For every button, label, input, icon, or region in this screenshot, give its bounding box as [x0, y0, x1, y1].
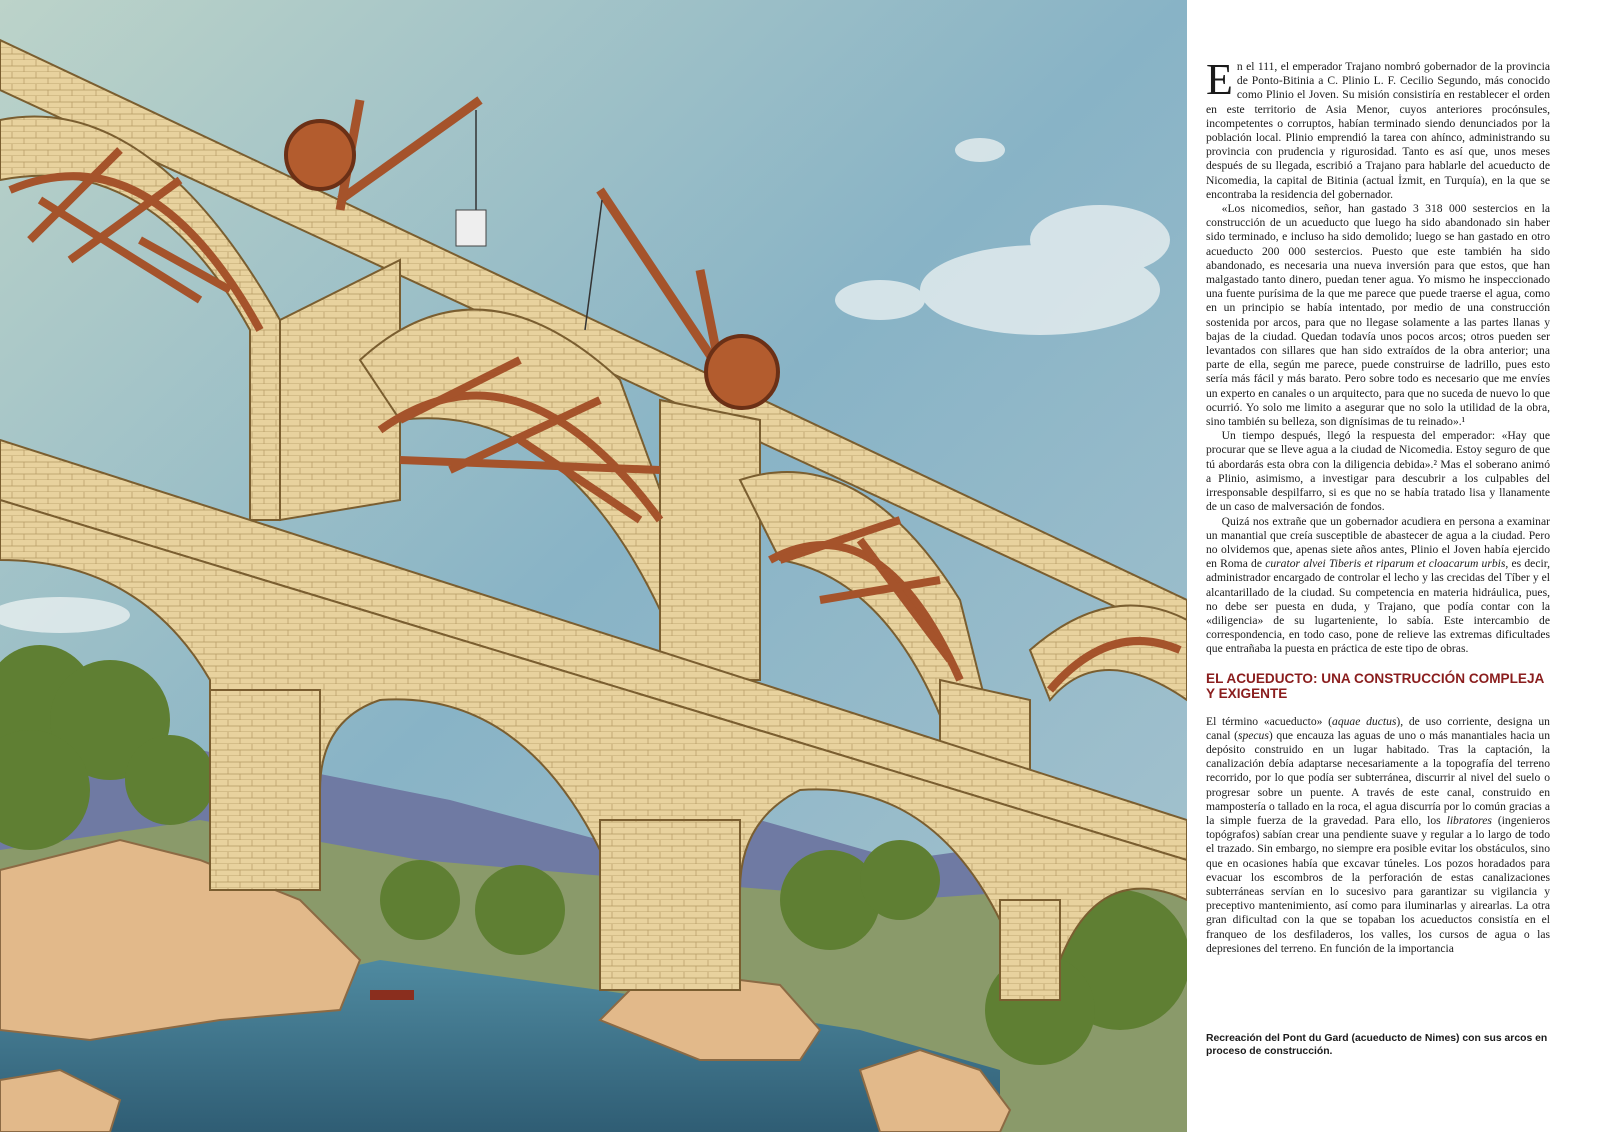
paragraph-4-latin-term: curator alvei Tiberis et riparum et cloacarum urbis — [1265, 557, 1506, 571]
paragraph-5-term-aquae-ductus: aquae ductus — [1332, 714, 1397, 728]
image-caption: Recreación del Pont du Gard (acueducto de Nimes) con sus arcos en proceso de construcción. — [1206, 1033, 1548, 1058]
boat — [370, 990, 414, 1000]
paragraph-1-text: n el 111, el emperador Trajano nombró gobernador de la provincia de Ponto-Bitinia a C. Plinio L. F. Cecilio Segundo, más conocido como Plinio el Joven. Su misión consistiría en restablecer el orden en este territorio de Asia Menor, cuyos anteriores procónsules, incompetentes o corruptos, habían terminado siendo denunciados por la población local. Plinio emprendió la tarea con ahínco, administrando su provincia con prudencia y rigurosidad. Tanto es así que, unos meses después de su llegada, escribió a Trajano para hablarle del acueducto de Nicomedia, la capital de Bitinia (actual İzmit, en Turquía), en la que se encontraba la residencia del gobernador. — [1206, 60, 1550, 201]
paragraph-5-term-specus: specus — [1237, 728, 1269, 742]
paragraph-5-part-c: ) que encauza las aguas de uno o más manantiales hacia un depósito construido en un lugar habitado. Tras la captación, la canalización debía adaptarse necesariamente a la topografía del terreno recorrido, por lo que podía ser subterránea, discurrir al nivel del suelo o progresar sobre un puente. A través de este canal, construido en mampostería o tallado en la roca, el agua discurría por lo común gracias a la simple fuerza de la gravedad. Para ello, los — [1206, 728, 1551, 827]
article-column — [1206, 55, 1551, 1120]
paragraph-5-part-b: ), de uso corriente, designa un canal ( — [1206, 714, 1550, 742]
paragraph-5-part-d: (ingenieros topógrafos) sabían crear una pendiente suave y regular a lo largo de todo el trazado. Sin embargo, no siempre era posible evitar los obstáculos, sino que en ocasiones había que excavar túneles. Los pozos horadados para evacuar los escombros de la perforación de estas canalizaciones subterráneas servían en lo sucesivo para garantizar su vigilancia y preceptivo mantenimiento, así como para iluminarlas y airearlas. La otra gran dificultad con la que se topaban los acueductos consistía en el franqueo de los desfiladeros, los valles, los cursos de agua o las depresiones del terreno. En función de la importancia — [1206, 813, 1550, 955]
paragraph-5-part-a: El término «acueducto» ( — [1206, 714, 1333, 728]
article-paragraph-2: «Los nicomedios, señor, han gastado 3 318 000 sestercios en la construcción de un acueducto que luego ha sido abandonado sin haber sido terminado, e incluso ha sido demolido; luego se han gastado en otro acueducto 200 000 sestercios. Puesto que este también ha sido abandonado, es necesaria una nueva inversión para que estos, que han malgastado tanto dinero, puedan tener agua. Yo mismo he inspeccionado una fuente purísima de la que me parece que puede traerse el agua, como en un principio se había intentado, por medio de una construcción sostenida por arcos, para que no llegase solamente a las partes llanas y bajas de la ciudad. Quedan todavía unos pocos arcos; otros pueden ser levantados con sillares que han sido extraídos de la obra anterior; una parte de ella, según me parece, puede construirse de ladrillo, pues esto sería más fácil y más barato. Pero sobre todo es necesario que me envíes un experto en canales o un arquitecto, para que no suceda de nuevo lo que ocurrió. Yo solo me limito a asegurar que no solo la utilidad de la obra, sino también su belleza, son dignísimas de tu reinado».¹ — [1206, 202, 1550, 429]
article-paragraph-5 — [1206, 715, 1550, 956]
article-paragraph-3: Un tiempo después, llegó la respuesta del emperador: «Hay que procurar que se lleve agua a la ciudad de Nicomedia. Estoy seguro de que tú abordarás esta obra con la diligencia debida».² Mas el soberano animó a Plinio, asimismo, a investigar para descubrir a los culpables del irresponsable despilfarro, si es que no se había tratado lisa y llanamente de un caso de malversación de fondos. — [1206, 429, 1550, 514]
paragraph-5-term-libratores: libratores — [1446, 813, 1492, 827]
drop-cap: E — [1206, 55, 1233, 104]
paragraph-4-part-a: Quizá nos extrañe que un gobernador acudiera en persona a examinar un manantial que creía susceptible de abastecer de agua a la ciudad. Pero no olvidemos que, apenas siete años antes, Plinio el Joven había ejercido en Roma de — [1206, 514, 1550, 571]
article-paragraph-1 — [1206, 55, 1550, 202]
section-heading: EL ACUEDUCTO: UNA CONSTRUCCIÓN COMPLEJA Y EXIGENTE — [1206, 670, 1544, 701]
paragraph-4-part-b: , es decir, administrador encargado de controlar el lecho y las crecidas del Tíber y el alcantarillado de la ciudad. Su competencia en materia hidráulica, pues, no debe ser puesta en duda, y Trajano, que podía contar con la «diligencia» de su lugarteniente, lo sabía. Este intercambio de correspondencia, en todo caso, pone de relieve las extremas dificultades que entrañaba la puesta en práctica de este tipo de obras. — [1206, 557, 1550, 656]
article-paragraph-4 — [1206, 515, 1550, 657]
